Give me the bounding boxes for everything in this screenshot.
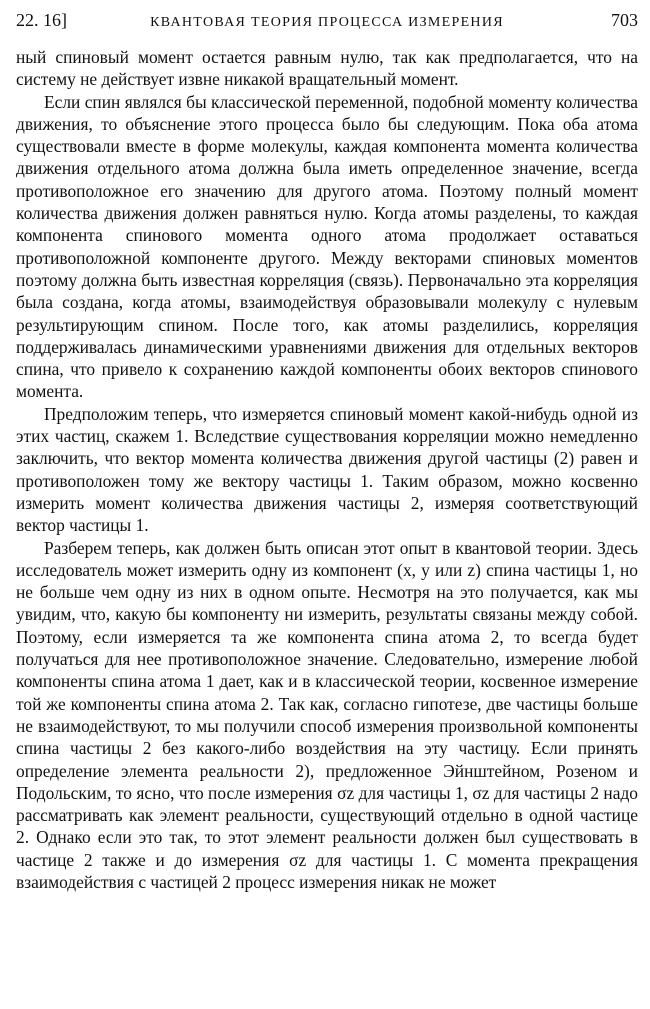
paragraph-quantum-description: Разберем теперь, как должен быть описан этот опыт в квантовой теории. Здесь исследователь может измерить одну из компонент (x, y или z) спина частицы 1, но не больше чем одну из них в одном опыте. Несмотря на это получается, как мы увидим, что, какую бы компоненту ни измерить, результаты связаны между собой. Поэтому, если измеряется та же компонента спина атома 2, то всегда будет получаться для нее противоположное значение. Следовательно, измерение любой компоненты спина атома 1 дает, как и в классической теории, косвенное измерение той же компоненты спина атома 2. Так как, согласно гипотезе, две частицы больше не взаимодействуют, то мы получили способ измерения произвольной компоненты спина частицы 2 без какого-либо воздействия на эту частицу. Если принять определение элемента реальности 2), предложенное Эйнштейном, Розеном и Подольским, то ясно, что после измерения σz для частицы 1, σz для частицы 2 надо рассматривать как элемент реальности, существующий отдельно в одной частице 2. Однако если это так, то этот элемент реальности должен был существовать в частице 2 также и до измерения σz для частицы 1. С момента прекращения взаимодействия с частицей 2 процесс измерения никак не может — [16, 537, 638, 892]
section-number: 22. 16] — [16, 10, 67, 30]
chapter-title: КВАНТОВАЯ ТЕОРИЯ ПРОЦЕССА ИЗМЕРЕНИЯ — [150, 15, 504, 30]
book-page — [16, 8, 638, 893]
paragraph-classical-spin: Если спин являлся бы классической переменной, подобной моменту количества движения, то объяснение этого процесса было бы следующим. Пока оба атома существовали вместе в форме молекулы, каждая компонента момента количества движения отдельного атома должна была иметь определенное значение, всегда противоположное его значению для другого атома. Поэтому полный момент количества движения должен равняться нулю. Когда атомы разделены, то каждая компонента спинового момента одного атома продолжает оставаться противоположной компоненте другого. Между векторами спиновых моментов поэтому должна быть известная корреляция (связь). Первоначально эта корреляция была создана, когда атомы, взаимодействуя образовывали молекулу с нулевым результирующим спином. После того, как атомы разделились, корреляция поддерживалась динамическими уравнениями движения для отдельных векторов спина, что привело к сохранению каждой компоненты обоих векторов спинового момента. — [16, 91, 638, 402]
paragraph-continuation: ный спиновый момент остается равным нулю, так как предполагается, что на систему не действует извне никакой вращательный момент. — [16, 47, 638, 90]
running-header — [16, 8, 638, 36]
body-text — [16, 46, 638, 893]
page-number: 703 — [611, 10, 638, 30]
paragraph-measurement: Предположим теперь, что измеряется спиновый момент какой-нибудь одной из этих частиц, скажем 1. Вследствие существования корреляции можно немедленно заключить, что вектор момента количества движения другой частицы (2) равен и противоположен тому же вектору частицы 1. Таким образом, можно косвенно измерить момент количества движения частицы 2, измеряя соответствующий вектор частицы 1. — [16, 403, 638, 536]
